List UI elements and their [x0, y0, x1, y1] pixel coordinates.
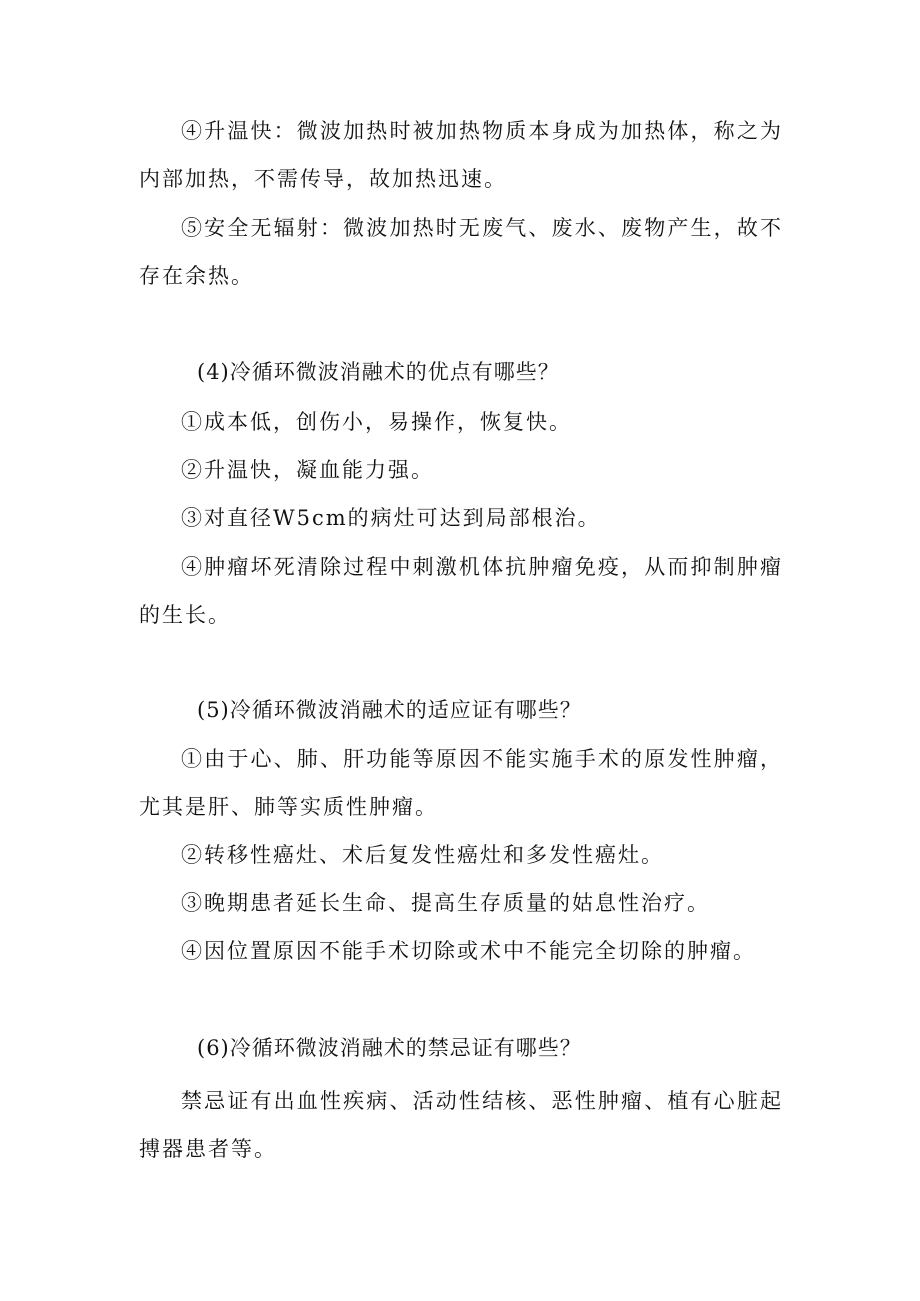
paragraph-indication-3: ③晚期患者延长生命、提高生存质量的姑息性治疗。	[181, 891, 710, 915]
paragraph-advantage-2: ②升温快，凝血能力强。	[181, 458, 434, 482]
paragraph-advantage-3: ③对直径W5cm的病灶可达到局部根治。	[181, 506, 601, 530]
paragraph-heating-fast: ④升温快：微波加热时被加热物质本身成为加热体，称之为内部加热，不需传导，故加热迅速。	[139, 119, 783, 191]
heading-section-4: (4)冷循环微波消融术的优点有哪些？	[197, 360, 560, 384]
heading-section-6: (6)冷循环微波消融术的禁忌证有哪些？	[197, 1036, 582, 1060]
paragraph-indication-1: ①由于心、肺、肝功能等原因不能实施手术的原发性肿瘤，尤其是肝、肺等实质性肿瘤。	[139, 747, 783, 819]
paragraph-contraindication: 禁忌证有出血性疾病、活动性结核、恶性肿瘤、植有心脏起搏器患者等。	[139, 1089, 783, 1161]
paragraph-safe-no-radiation: ⑤安全无辐射：微波加热时无废气、废水、废物产生，故不存在余热。	[139, 216, 783, 288]
paragraph-indication-2: ②转移性癌灶、术后复发性癌灶和多发性癌灶。	[181, 843, 664, 867]
paragraph-indication-4: ④因位置原因不能手术切除或术中不能完全切除的肿瘤。	[181, 939, 756, 963]
paragraph-advantage-1: ①成本低，创伤小，易操作，恢复快。	[181, 410, 572, 434]
heading-section-5: (5)冷循环微波消融术的适应证有哪些？	[197, 698, 582, 722]
paragraph-advantage-4: ④肿瘤坏死清除过程中刺激机体抗肿瘤免疫，从而抑制肿瘤的生长。	[139, 555, 783, 627]
